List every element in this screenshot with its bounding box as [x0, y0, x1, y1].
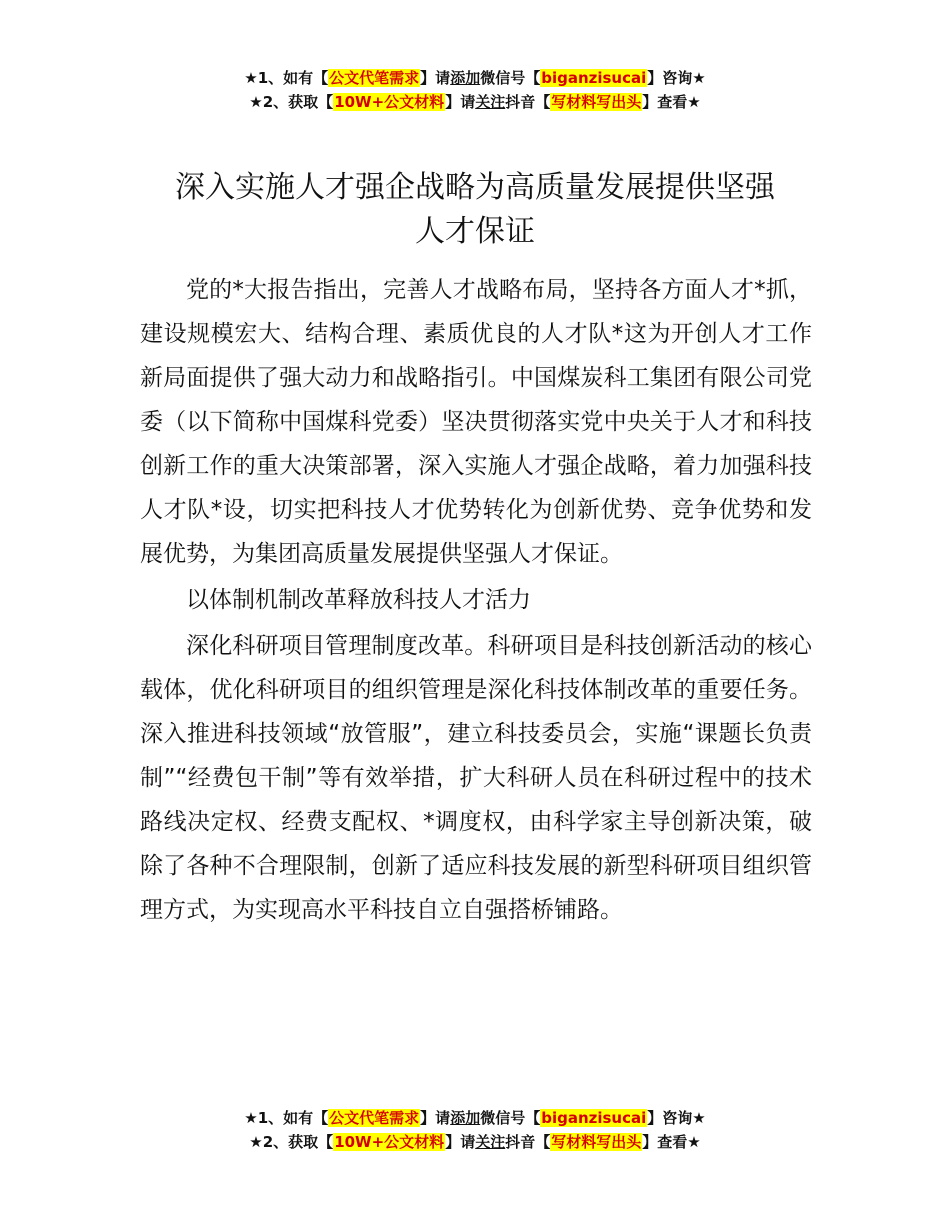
promo-text: 微信号【 — [480, 69, 541, 87]
promo-highlight-wechat-id: biganzisucai — [541, 1109, 647, 1127]
promo-line-2 — [0, 90, 950, 114]
promo-text: ★2、获取【 — [249, 1133, 334, 1151]
promo-text: 】查看★ — [642, 93, 701, 111]
promo-highlight-douyin-id: 写材料写出头 — [551, 1133, 642, 1151]
promo-text: ★1、如有【 — [244, 1109, 329, 1127]
promo-text: 】请 — [445, 93, 476, 111]
promo-highlight-douyin-id: 写材料写出头 — [551, 93, 642, 111]
promo-text: ★1、如有【 — [244, 69, 329, 87]
promo-highlight: 公文代笔需求 — [329, 1109, 420, 1127]
promo-underlined-text: 添加 — [450, 69, 481, 87]
header-promo-banner — [0, 66, 950, 114]
promo-line-1 — [0, 66, 950, 90]
title-line-1: 深入实施人才强企战略为高质量发展提供坚强 — [175, 170, 775, 205]
promo-text: 抖音【 — [505, 1133, 551, 1151]
promo-line-1 — [0, 1106, 950, 1130]
section-heading: 以体制机制改革释放科技人才活力 — [186, 587, 531, 613]
promo-highlight-wechat-id: biganzisucai — [541, 69, 647, 87]
promo-text: 微信号【 — [480, 1109, 541, 1127]
promo-text: 】咨询★ — [647, 69, 706, 87]
intro-paragraph: 党的*大报告指出，完善人才战略布局，坚持各方面人才*抓，建设规模宏大、结构合理、素质优良的人才队*这为开创人才工作新局面提供了强大动力和战略指引。中国煤炭科工集团有限公司党委（以下简称中国煤科党委）坚决贯彻落实党中央关于人才和科技创新工作的重大决策部署，深入实施人才强企战略，着力加强科技人才队*设，切实把科技人才优势转化为创新优势、竞争优势和发展优势，为集团高质量发展提供坚强人才保证。 — [140, 277, 812, 567]
promo-underlined-text: 关注 — [475, 1133, 506, 1151]
promo-text: 】请 — [420, 69, 451, 87]
document-title — [140, 166, 810, 254]
promo-text: 】咨询★ — [647, 1109, 706, 1127]
promo-underlined-text: 关注 — [475, 93, 506, 111]
promo-highlight: 公文代笔需求 — [329, 69, 420, 87]
document-body — [140, 268, 812, 932]
promo-text: 抖音【 — [505, 93, 551, 111]
promo-text: 】请 — [420, 1109, 451, 1127]
promo-line-2 — [0, 1130, 950, 1154]
body-paragraph: 深化科研项目管理制度改革。科研项目是科技创新活动的核心载体，优化科研项目的组织管理是深化科技体制改革的重要任务。深入推进科技领域“放管服”，建立科技委员会，实施“课题长负责制”“经费包干制”等有效举措，扩大科研人员在科研过程中的技术路线决定权、经费支配权、*调度权，由科学家主导创新决策，破除了各种不合理限制，创新了适应科技发展的新型科研项目组织管理方式，为实现高水平科技自立自强搭桥铺路。 — [140, 633, 812, 923]
promo-highlight: 10W+公文材料 — [334, 1133, 445, 1151]
promo-text: 】查看★ — [642, 1133, 701, 1151]
promo-text: 】请 — [445, 1133, 476, 1151]
promo-text: ★2、获取【 — [249, 93, 334, 111]
footer-promo-banner — [0, 1106, 950, 1154]
promo-highlight: 10W+公文材料 — [334, 93, 445, 111]
promo-underlined-text: 添加 — [450, 1109, 481, 1127]
title-line-2: 人才保证 — [415, 214, 535, 249]
